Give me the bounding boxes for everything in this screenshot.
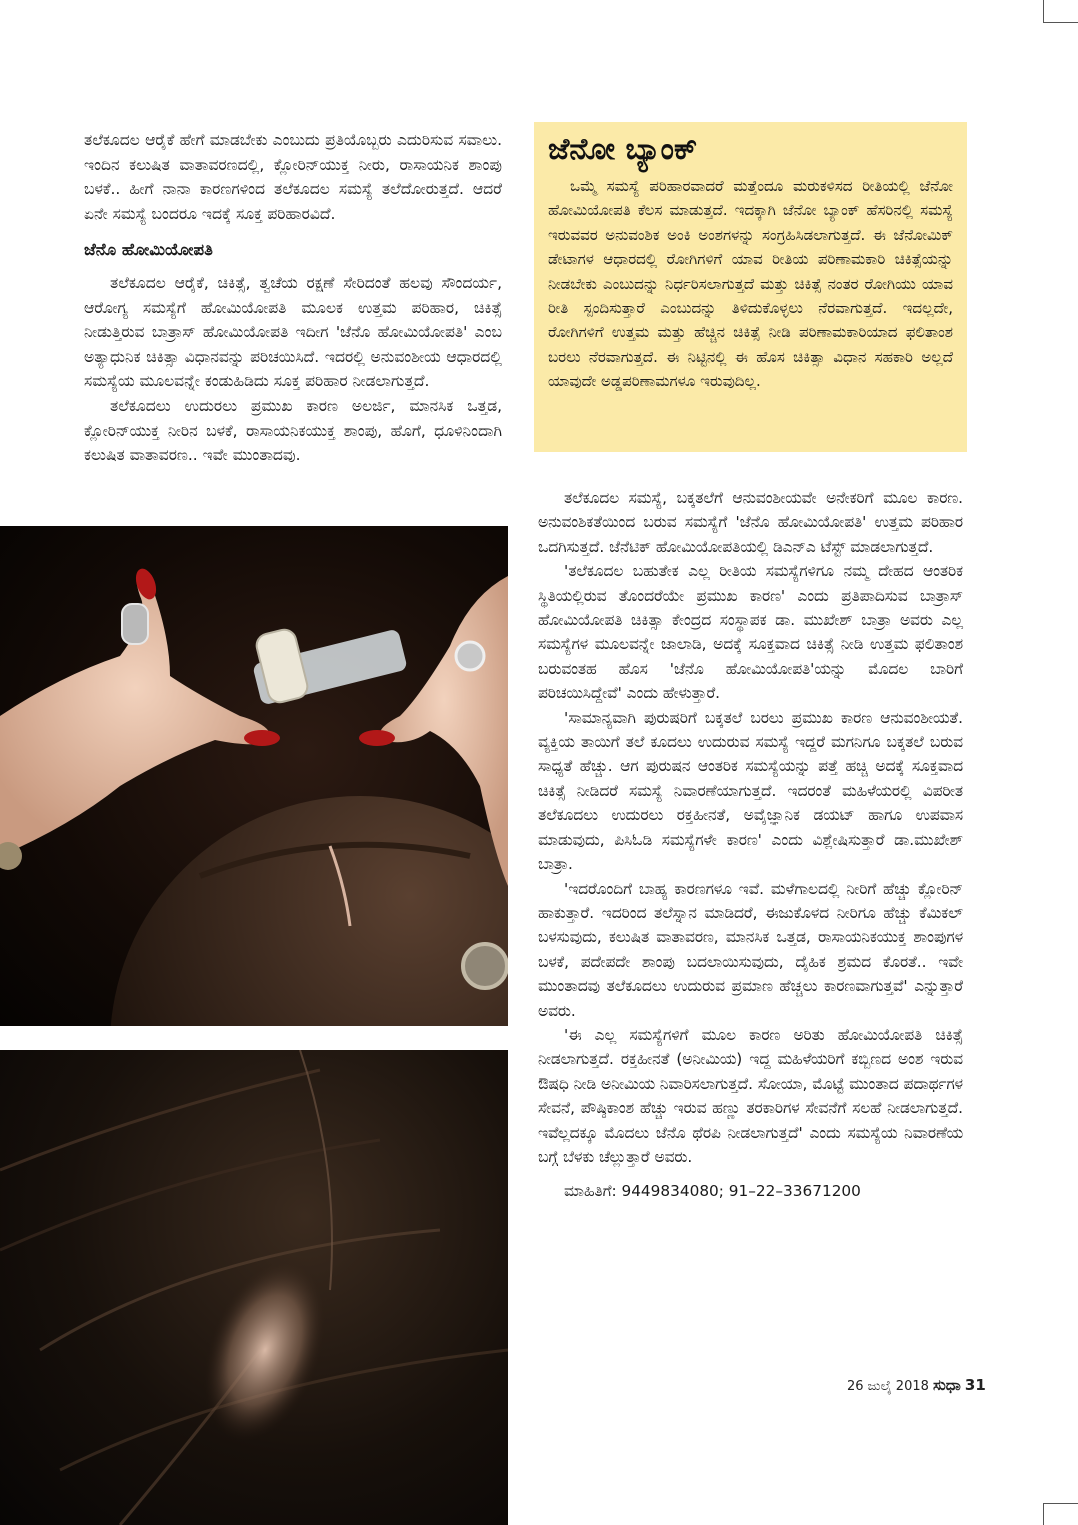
contact-info: ಮಾಹಿತಿಗೆ: 9449834080; 91–22–33671200 [564, 1182, 861, 1201]
crop-mark [1043, 0, 1044, 22]
derma-roller-photo [0, 526, 508, 1026]
hair-whorl-illustration [0, 1050, 508, 1525]
crop-mark [1043, 1503, 1044, 1525]
sidebar-title: ಜೆನೋ ಬ್ಯಾಂಕ್ [548, 132, 698, 167]
left-column [84, 128, 502, 468]
body-paragraph: ತಲೆಕೂದಲ ಸಮಸ್ಯೆ, ಬಕ್ಕತಲೆಗೆ ಆನುವಂಶೀಯವೇ ಅನೇಕರಿಗೆ ಮೂಲ ಕಾರಣ. ಅನುವಂಶಿಕತೆಯಿಂದ ಬರುವ ಸಮಸ್ಯೆಗೆ 'ಜೆನೊ ಹೋಮಿಯೋಪತಿ' ಉತ್ತಮ ಪರಿಹಾರ ಒದಗಿಸುತ್ತದೆ. ಜೆನೆಟಿಕ್ ಹೋಮಿಯೋಪತಿಯಲ್ಲಿ ಡಿಎನ್‌ಎ ಟೆಸ್ಟ್ ಮಾಡಲಾಗುತ್ತದೆ. [538, 489, 963, 556]
body-paragraph: ತಲೆಕೂದಲು ಉದುರಲು ಪ್ರಮುಖ ಕಾರಣ ಅಲರ್ಜಿ, ಮಾನಸಿಕ ಒತ್ತಡ, ಕ್ಲೋರಿನ್‌ಯುಕ್ತ ನೀರಿನ ಬಳಕೆ, ರಾಸಾಯನಿಕಯುಕ್ತ ಶಾಂಪು, ಹೊಗೆ, ಧೂಳಿನಿಂದಾಗಿ ಕಲುಷಿತ ವಾತಾವರಣ.. ಇವೇ ಮುಂತಾದವು. [84, 396, 502, 465]
hair-closeup-photo [0, 1050, 508, 1525]
section-subheading: ಜೆನೊ ಹೋಮಿಯೋಪತಿ [84, 240, 213, 260]
right-column [538, 486, 963, 1204]
sidebar-body: ಒಮ್ಮೆ ಸಮಸ್ಯೆ ಪರಿಹಾರವಾದರೆ ಮತ್ತೆಂದೂ ಮರುಕಳಿಸದ ರೀತಿಯಲ್ಲಿ ಜೆನೋ ಹೋಮಿಯೋಪತಿ ಕೆಲಸ ಮಾಡುತ್ತದೆ. ಇದಕ್ಕಾಗಿ ಜೆನೋ ಬ್ಯಾಂಕ್ ಹೆಸರಿನಲ್ಲಿ ಸಮಸ್ಯೆ ಇರುವವರ ಅನುವಂಶಿಕ ಅಂಕಿ ಅಂಶಗಳನ್ನು ಸಂಗ್ರಹಿಸಿಡಲಾಗುತ್ತದೆ. ಈ ಜೆನೋಮಿಕ್ ಡೇಟಾಗಳ ಆಧಾರದಲ್ಲಿ ರೋಗಿಗಳಿಗೆ ಯಾವ ರೀತಿಯ ಪರಿಣಾಮಕಾರಿ ಚಿಕಿತ್ಸೆಯನ್ನು ನೀಡಬೇಕು ಎಂಬುದನ್ನು ನಿರ್ಧರಿಸಲಾಗುತ್ತದೆ ಮತ್ತು ಚಿಕಿತ್ಸೆ ನಂತರ ರೋಗಿಯು ಯಾವ ರೀತಿ ಸ್ಪಂದಿಸುತ್ತಾರೆ ಎಂಬುದನ್ನು ತಿಳಿದುಕೊಳ್ಳಲು ನೆರವಾಗುತ್ತದೆ. ಇದಲ್ಲದೇ, ರೋಗಿಗಳಿಗೆ ಉತ್ತಮ ಮತ್ತು ಹೆಚ್ಚಿನ ಚಿಕಿತ್ಸೆ ನೀಡಿ ಪರಿಣಾಮಕಾರಿಯಾದ ಫಲಿತಾಂಶ ಬರಲು ನೆರವಾಗುತ್ತದೆ. ಈ ನಿಟ್ಟಿನಲ್ಲಿ ಈ ಹೊಸ ಚಿಕಿತ್ಸಾ ವಿಧಾನ ಸಹಕಾರಿ ಅಲ್ಲದೆ ಯಾವುದೇ ಅಡ್ಡಪರಿಣಾಮಗಳೂ ಇರುವುದಿಲ್ಲ. [548, 177, 953, 391]
body-paragraph: ತಲೆಕೂದಲ ಆರೈಕೆ, ಚಿಕಿತ್ಸೆ, ತ್ವಚೆಯ ರಕ್ಷಣೆ ಸೇರಿದಂತೆ ಹಲವು ಸೌಂದರ್ಯ, ಆರೋಗ್ಯ ಸಮಸ್ಯೆಗೆ ಹೋಮಿಯೋಪತಿ ಮೂಲಕ ಉತ್ತಮ ಪರಿಹಾರ, ಚಿಕಿತ್ಸೆ ನೀಡುತ್ತಿರುವ ಬಾತ್ರಾಸ್ ಹೋಮಿಯೋಪತಿ ಇದೀಗ 'ಜೆನೊ ಹೋಮಿಯೋಪತಿ' ಎಂಬ ಅತ್ಯಾಧುನಿಕ ಚಿಕಿತ್ಸಾ ವಿಧಾನವನ್ನು ಪರಿಚಯಿಸಿದೆ. ಇದರಲ್ಲಿ ಅನುವಂಶೀಯ ಆಧಾರದಲ್ಲಿ ಸಮಸ್ಯೆಯ ಮೂಲವನ್ನೇ ಕಂಡುಹಿಡಿದು ಸೂಕ್ತ ಪರಿಹಾರ ನೀಡಲಾಗುತ್ತದೆ. [84, 273, 502, 391]
magazine-name: ಸುಧಾ [933, 1376, 961, 1394]
derma-roller-illustration [0, 526, 508, 1026]
page-footer [847, 1376, 986, 1394]
page-number: 31 [964, 1376, 986, 1394]
body-paragraph: 'ಸಾಮಾನ್ಯವಾಗಿ ಪುರುಷರಿಗೆ ಬಕ್ಕತಲೆ ಬರಲು ಪ್ರಮುಖ ಕಾರಣ ಆನುವಂಶೀಯತೆ. ವ್ಯಕ್ತಿಯ ತಾಯಿಗೆ ತಲೆ ಕೂದಲು ಉದುರುವ ಸಮಸ್ಯೆ ಇದ್ದರೆ ಮಗನಿಗೂ ಬಕ್ಕತಲೆ ಬರುವ ಸಾಧ್ಯತೆ ಹೆಚ್ಚು. ಆಗ ಪುರುಷನ ಆಂತರಿಕ ಸಮಸ್ಯೆಯನ್ನು ಪತ್ತೆ ಹಚ್ಚಿ ಅದಕ್ಕೆ ಸೂಕ್ತವಾದ ಚಿಕಿತ್ಸೆ ನೀಡಿದರೆ ಸಮಸ್ಯೆ ನಿವಾರಣೆಯಾಗುತ್ತದೆ. ಇದರಂತೆ ಮಹಿಳೆಯರಲ್ಲಿ ವಿಪರೀತ ತಲೆಕೂದಲು ಉದುರಲು ರಕ್ತಹೀನತೆ, ಅವೈಜ್ಞಾನಿಕ ಡಯಟ್ ಹಾಗೂ ಉಪವಾಸ ಮಾಡುವುದು, ಪಿಸಿಓಡಿ ಸಮಸ್ಯೆಗಳೇ ಕಾರಣ' ಎಂದು ವಿಶ್ಲೇಷಿಸುತ್ತಾರೆ ಡಾ.ಮುಖೇಶ್ ಬಾತ್ರಾ. [538, 708, 963, 874]
issue-date: 26 ಜುಲೈ 2018 [847, 1379, 929, 1394]
body-paragraph: 'ತಲೆಕೂದಲ ಬಹುತೇಕ ಎಲ್ಲ ರೀತಿಯ ಸಮಸ್ಯೆಗಳಿಗೂ ನಮ್ಮ ದೇಹದ ಆಂತರಿಕ ಸ್ಥಿತಿಯಲ್ಲಿರುವ ತೊಂದರೆಯೇ ಪ್ರಮುಖ ಕಾರಣ' ಎಂದು ಪ್ರತಿಪಾದಿಸುವ ಬಾತ್ರಾಸ್ ಹೋಮಿಯೋಪತಿ ಚಿಕಿತ್ಸಾ ಕೇಂದ್ರದ ಸಂಸ್ಥಾಪಕ ಡಾ. ಮುಖೇಶ್ ಬಾತ್ರಾ ಅವರು ಎಲ್ಲ ಸಮಸ್ಯೆಗಳ ಮೂಲವನ್ನೇ ಜಾಲಾಡಿ, ಅದಕ್ಕೆ ಸೂಕ್ತವಾದ ಚಿಕಿತ್ಸೆ ನೀಡಿ ಉತ್ತಮ ಫಲಿತಾಂಶ ಬರುವಂತಹ ಹೊಸ 'ಜೆನೊ ಹೋಮಿಯೋಪತಿ'ಯನ್ನು ಮೊದಲ ಬಾರಿಗೆ ಪರಿಚಯಿಸಿದ್ದೇವೆ' ಎಂದು ಹೇಳುತ್ತಾರೆ. [538, 562, 963, 703]
crop-mark [1043, 1503, 1078, 1504]
intro-paragraph: ತಲೆಕೂದಲ ಆರೈಕೆ ಹೇಗೆ ಮಾಡಬೇಕು ಎಂಬುದು ಪ್ರತಿಯೊಬ್ಬರು ಎದುರಿಸುವ ಸವಾಲು. ಇಂದಿನ ಕಲುಷಿತ ವಾತಾವರಣದಲ್ಲಿ, ಕ್ಲೋರಿನ್‌ಯುಕ್ತ ನೀರು, ರಾಸಾಯನಿಕ ಶಾಂಪು ಬಳಕೆ.. ಹೀಗೆ ನಾನಾ ಕಾರಣಗಳಿಂದ ತಲೆಕೂದಲ ಸಮಸ್ಯೆ ತಲೆದೋರುತ್ತದೆ. ಆದರೆ ಏನೇ ಸಮಸ್ಯೆ ಬಂದರೂ ಇದಕ್ಕೆ ಸೂಕ್ತ ಪರಿಹಾರವಿದೆ. [84, 131, 502, 223]
crop-mark [1043, 22, 1078, 23]
body-paragraph: 'ಇದರೊಂದಿಗೆ ಬಾಹ್ಯ ಕಾರಣಗಳೂ ಇವೆ. ಮಳೆಗಾಲದಲ್ಲಿ ನೀರಿಗೆ ಹೆಚ್ಚು ಕ್ಲೋರಿನ್ ಹಾಕುತ್ತಾರೆ. ಇದರಿಂದ ತಲೆಸ್ನಾನ ಮಾಡಿದರೆ, ಈಜುಕೊಳದ ನೀರಿಗೂ ಹೆಚ್ಚು ಕೆಮಿಕಲ್ ಬಳಸುವುದು, ಕಲುಷಿತ ವಾತಾವರಣ, ಮಾನಸಿಕ ಒತ್ತಡ, ರಾಸಾಯನಿಕಯುಕ್ತ ಶಾಂಪುಗಳ ಬಳಕೆ, ಪದೇಪದೇ ಶಾಂಪು ಬದಲಾಯಿಸುವುದು, ದೈಹಿಕ ಶ್ರಮದ ಕೊರತೆ.. ಇವೇ ಮುಂತಾದವು ತಲೆಕೂದಲು ಉದುರುವ ಪ್ರಮಾಣ ಹೆಚ್ಚಲು ಕಾರಣವಾಗುತ್ತವೆ' ಎನ್ನುತ್ತಾರೆ ಅವರು. [538, 879, 963, 1020]
body-paragraph: 'ಈ ಎಲ್ಲ ಸಮಸ್ಯೆಗಳಿಗೆ ಮೂಲ ಕಾರಣ ಅರಿತು ಹೋಮಿಯೋಪತಿ ಚಿಕಿತ್ಸೆ ನೀಡಲಾಗುತ್ತದೆ. ರಕ್ತಹೀನತೆ (ಅನೀಮಿಯ) ಇದ್ದ ಮಹಿಳೆಯರಿಗೆ ಕಬ್ಬಿಣದ ಅಂಶ ಇರುವ ಔಷಧಿ ನೀಡಿ ಅನೀಮಿಯ ನಿವಾರಿಸಲಾಗುತ್ತದೆ. ಸೋಯಾ, ಮೊಟ್ಟೆ ಮುಂತಾದ ಪದಾರ್ಥಗಳ ಸೇವನೆ, ಪೌಷ್ಠಿಕಾಂಶ ಹೆಚ್ಚು ಇರುವ ಹಣ್ಣು ತರಕಾರಿಗಳ ಸೇವನೆಗೆ ಸಲಹೆ ನೀಡಲಾಗುತ್ತದೆ. ಇವೆಲ್ಲದಕ್ಕೂ ಮೊದಲು ಜೆನೊ ಥೆರಪಿ ನೀಡಲಾಗುತ್ತದೆ' ಎಂದು ಸಮಸ್ಯೆಯ ನಿವಾರಣೆಯ ಬಗ್ಗೆ ಬೆಳಕು ಚೆಲ್ಲುತ್ತಾರೆ ಅವರು. [538, 1025, 963, 1166]
sidebar-box [534, 122, 967, 452]
